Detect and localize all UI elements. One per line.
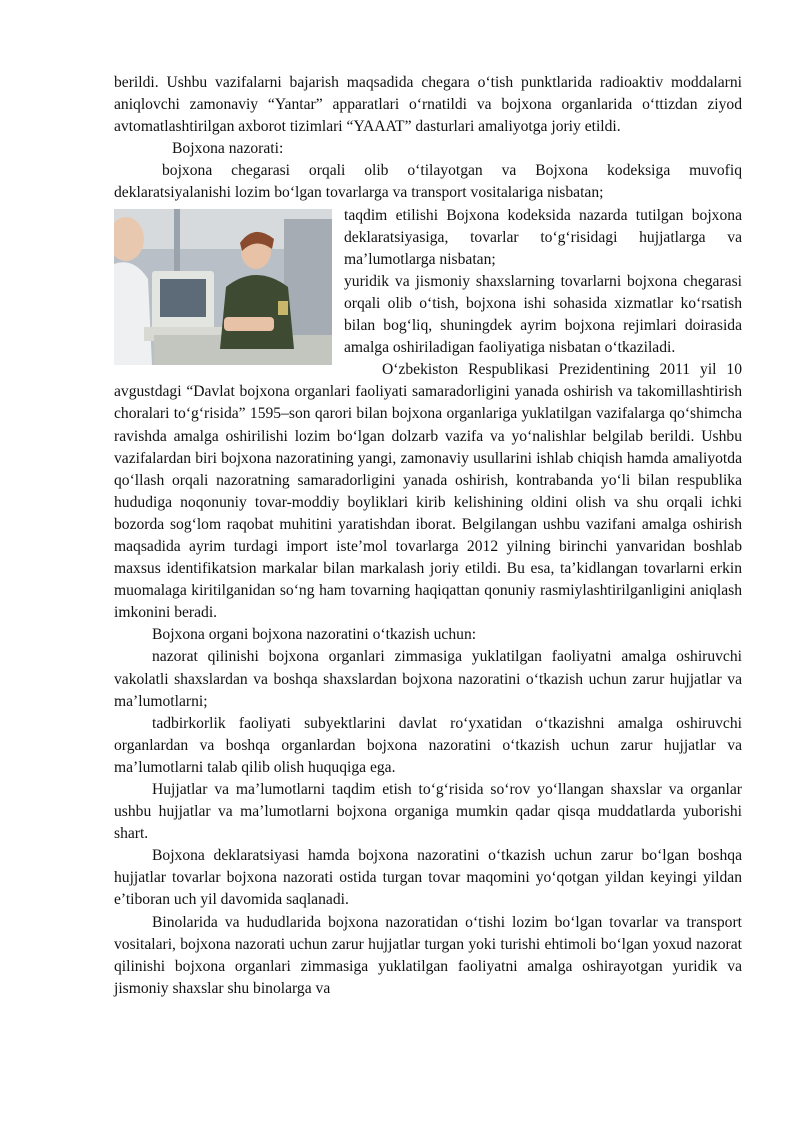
paragraph-11: Binolarida va hududlarida bojxona nazoratidan o‘tishi lozim bo‘lgan tovarlar va transport vositalari, bojxona nazorati uchun zarur hujjatlar turgan yoki turishi ehtimoli bo‘lgan yoxud nazorat qilinishi bojxona organlari zimmasiga yuklatilgan faoliyatni amalga oshirayotgan yuridik va jismoniy shaxslar shu binolarga va (114, 913, 742, 997)
customs-officer-photo (114, 209, 332, 365)
paragraph-1: berildi. Ushbu vazifalarni bajarish maqsadida chegara o‘tish punktlarida radioaktiv moddalarni aniqlovchi zamonaviy “Yantar” apparatlari o‘rnatildi va bojxona organlarida o‘ttizdan ziyod avtomatlashtirilgan axborot tizimlari “YAAAT” dasturlari amaliyotga joriy etildi. (114, 74, 742, 136)
paragraph-10: Bojxona deklaratsiyasi hamda bojxona nazoratini o‘tkazish uchun zarur bo‘lgan boshqa hujjatlar tovarlar bojxona nazorati ostida turgan tovar maqomini yo‘qotgan yildan keyingi yildan e’tiboran uch yil davomida saqlanadi. (114, 847, 742, 909)
paragraph-4: yuridik va jismoniy shaxslarning tovarlarni bojxona chegarasi orqali olib o‘tish, bojxona ishi sohasida xizmatlar ko‘rsatish bilan bog‘liq, shuningdek ayrim bojxona rejimlari doirasida amalga oshiriladigan faoliyatiga nisbatan o‘tkaziladi. (344, 272, 742, 357)
paragraph-7: nazorat qilinishi bojxona organlari zimmasiga yuklatilgan faoliyatni amalga oshiruvchi vakolatli shaxslardan va boshqa shaxslardan bojxona nazoratini o‘tkazish uchun zarur hujjatlar va ma’lumotlarni; (114, 648, 742, 710)
paragraph-9: Hujjatlar va ma’lumotlarni taqdim etish to‘g‘risida so‘rov yo‘llangan shaxslar va organlar ushbu hujjatlar va ma’lumotlarni bojxona organiga mumkin qadar qisqa muddatlarda yuborishi shart. (114, 781, 742, 843)
paragraph-6: Bojxona organi bojxona nazoratini o‘tkazish uchun: (152, 626, 477, 644)
document-page (114, 72, 742, 1000)
text-beside-photo (344, 205, 742, 360)
paragraph-5: O‘zbekiston Respublikasi Prezidentining 2011 yil 10 avgustdagi “Davlat bojxona organlari faoliyati samaradorligini yanada oshirish va takomillashtirish choralari to‘g‘risida” 1595–son qarori bilan bojxona organlariga yuklatilgan vazifalarga qo‘shimcha ravishda amalga oshirilishi lozim bo‘lgan dolzarb vazifa va yo‘nalishlar belgilab berildi. Ushbu vazifalardan biri bojxona nazoratining yangi, zamonaviy usullarini ishlab chiqish hamda amaliyotda qo‘llash orqali nazoratning samaradorligini yanada oshirish, kontrabanda yo‘li bilan respublika hududiga noqonuniy tovar-moddiy boyliklari kirib kelishining oldini olish va shu orqali ichki bozorda sog‘lom raqobat muhitini yaratishdan iborat. Belgilangan ushbu vazifani amalga oshirish maqsadida ayrim turdagi import iste’mol tovarlarga 2012 yilning birinchi yanvaridan boshlab maxsus identifikatsion markalar bilan markalash joriy etildi. Bu esa, ta’kidlangan tovarlarni erkin muomalaga kiritilganidan so‘ng ham tovarning haqiqattan qonuniy rasmiylashtirilganligini aniqlash imkonini beradi. (114, 361, 742, 622)
paragraph-3: taqdim etilishi Bojxona kodeksida nazarda tutilgan bojxona deklaratsiyasiga, tovarlar to‘g‘risidagi hujjatlarga va ma’lumotlarga nisbatan; (344, 206, 742, 268)
paragraph-8: tadbirkorlik faoliyati subyektlarini davlat ro‘yxatidan o‘tkazishni amalga oshiruvchi organlardan va boshqa organlardan bojxona nazoratini o‘tkazish uchun zarur hujjatlar va ma’lumotlarni talab qilib olish huquqiga ega. (114, 714, 742, 776)
paragraph-2: bojxona chegarasi orqali olib o‘tilayotgan va Bojxona kodeksiga muvofiq deklaratsiyalanishi lozim bo‘lgan tovarlarga va transport vositalariga nisbatan; (114, 162, 742, 202)
paragraph-heading: Bojxona nazorati: (172, 140, 284, 158)
